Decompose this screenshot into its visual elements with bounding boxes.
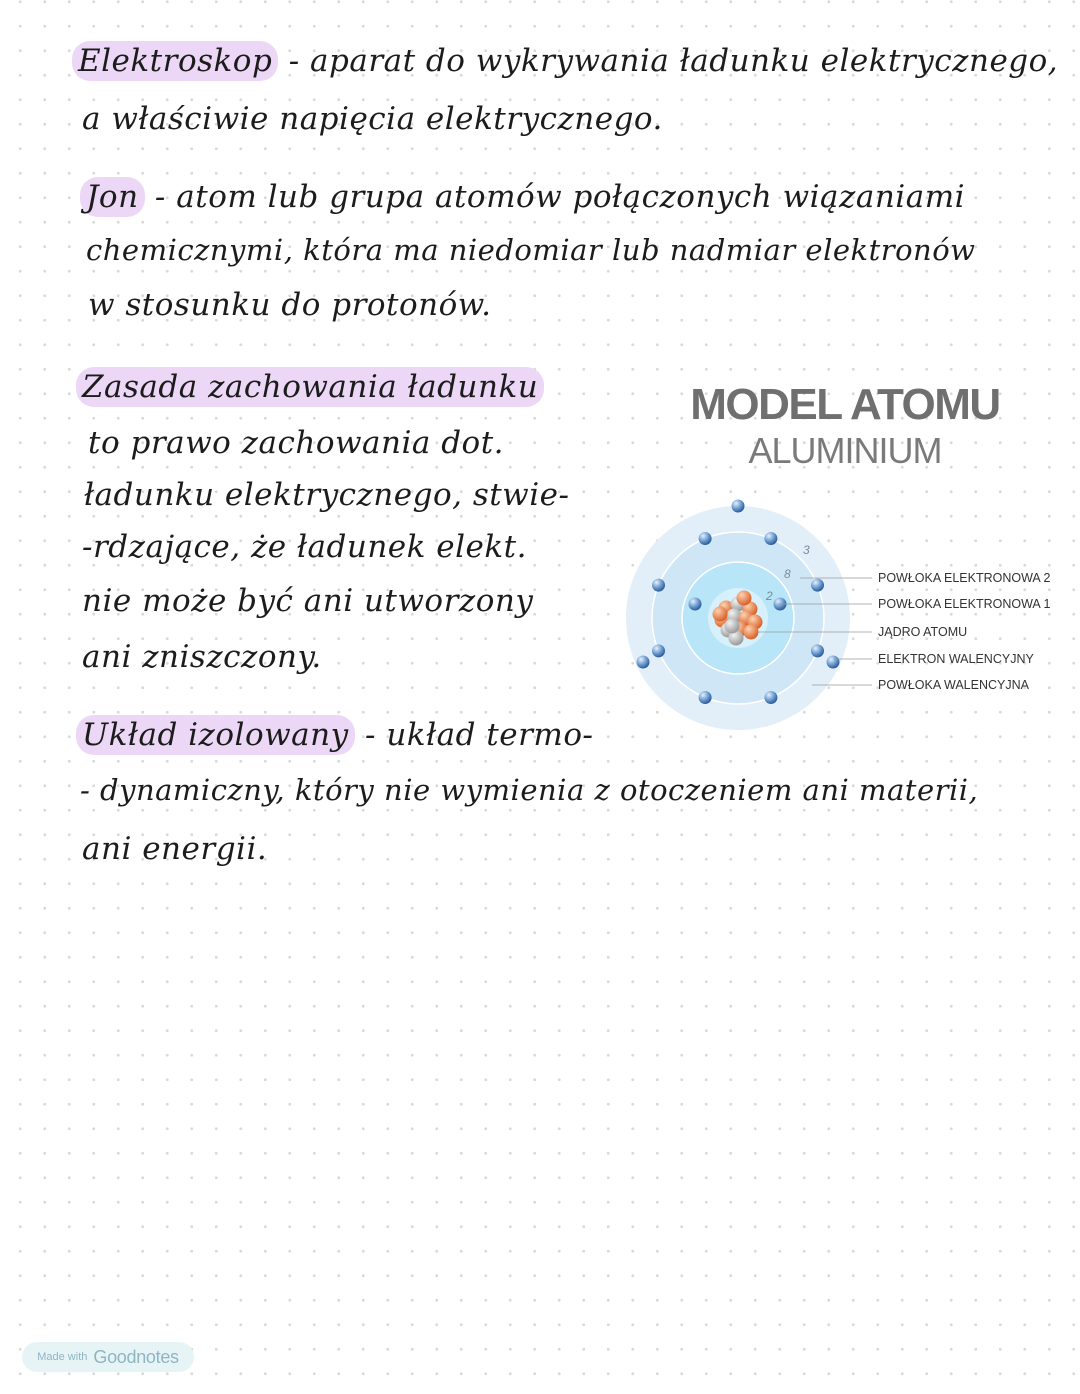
proton: [713, 607, 728, 622]
term-elektroskop: Elektroskop: [72, 41, 278, 81]
shell-number-3: 3: [803, 543, 810, 557]
note-jon-line3: w stosunku do protonów.: [88, 287, 492, 323]
note-elektroskop-line2: a właściwie napięcia elektrycznego.: [82, 101, 663, 137]
label-nucleus: JĄDRO ATOMU: [878, 625, 968, 639]
electron: [764, 532, 777, 545]
definition-text: - układ termo-: [365, 717, 594, 753]
neutron: [725, 619, 740, 634]
electron: [827, 656, 840, 669]
electron: [764, 691, 777, 704]
note-zasada-line1: to prawo zachowania dot.: [88, 425, 505, 461]
note-uklad-line3: ani energii.: [82, 831, 268, 867]
electron: [637, 656, 650, 669]
note-uklad-line1: [76, 717, 594, 753]
term-zasada: Zasada zachowania ładunku: [76, 367, 544, 407]
proton: [737, 591, 752, 606]
electron: [652, 644, 665, 657]
electron: [689, 598, 702, 611]
note-zasada-line3: -rdzające, że ładunek elekt.: [82, 529, 527, 565]
electron: [811, 644, 824, 657]
note-zasada-line2: ładunku elektrycznego, stwie-: [84, 477, 570, 513]
note-zasada-line4: nie może być ani utworzony: [82, 583, 534, 619]
shell-number-2: 2: [766, 589, 773, 603]
atom-svg: [600, 370, 1070, 730]
note-jon-line1: [80, 179, 966, 215]
term-jon: Jon: [80, 177, 145, 217]
diagram-subtitle: ALUMINIUM: [748, 430, 942, 471]
electron: [811, 579, 824, 592]
definition-text: - aparat do wykrywania ładunku elektrycznego,: [288, 43, 1059, 79]
definition-text: - atom lub grupa atomów połączonych wiązaniami: [154, 179, 966, 215]
made-with-text: Made with: [37, 1351, 88, 1363]
electron: [699, 532, 712, 545]
label-valence-shell: POWŁOKA WALENCYJNA: [878, 678, 1029, 692]
proton: [744, 625, 759, 640]
goodnotes-logo-text: Goodnotes: [93, 1346, 179, 1367]
label-valence-electron: ELEKTRON WALENCYJNY: [878, 652, 1034, 666]
electron: [652, 579, 665, 592]
electron: [732, 500, 745, 513]
note-zasada-line5: ani zniszczony.: [82, 639, 322, 675]
note-elektroskop-line1: [72, 43, 1059, 79]
label-shell-1: POWŁOKA ELEKTRONOWA 1: [878, 597, 1051, 611]
term-uklad: Układ izolowany: [76, 715, 355, 755]
note-uklad-line2: - dynamiczny, który nie wymienia z otoczeniem ani materii,: [80, 773, 979, 807]
label-shell-2: POWŁOKA ELEKTRONOWA 2: [878, 571, 1051, 585]
shell-number-8: 8: [784, 567, 791, 581]
goodnotes-badge: [22, 1342, 194, 1372]
note-jon-line2: chemicznymi, która ma niedomiar lub nadmiar elektronów: [86, 233, 976, 267]
note-zasada-heading: [76, 369, 544, 405]
electron: [699, 691, 712, 704]
diagram-title: MODEL ATOMU: [690, 380, 1000, 429]
atom-model-diagram: [600, 370, 1070, 730]
